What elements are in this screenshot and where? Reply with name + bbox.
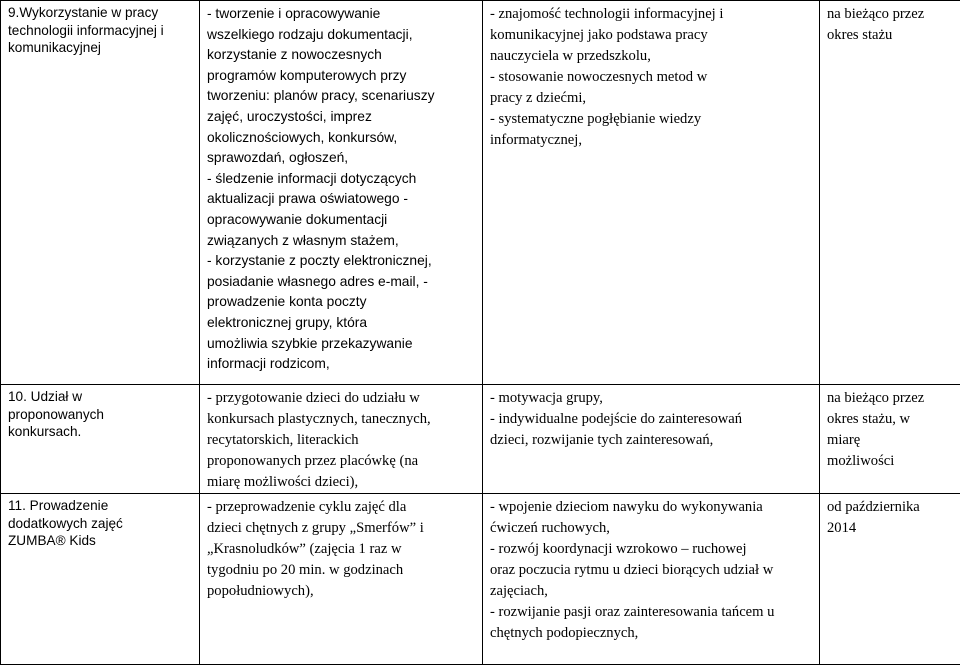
text-line: możliwości [827, 451, 954, 472]
text-line: recytatorskich, literackich [207, 430, 476, 451]
text-line: okres stażu [827, 25, 954, 46]
text-line: okolicznościowych, konkursów, [207, 128, 476, 149]
text-line: dzieci chętnych z grupy „Smerfów” i [207, 518, 476, 539]
deadline-cell [820, 494, 960, 665]
expected-effects-cell [483, 385, 820, 494]
text-line: miarę możliwości dzieci), [207, 472, 476, 493]
forms-of-realization-cell [200, 385, 483, 494]
forms-of-realization-cell [200, 494, 483, 665]
text-line: - przygotowanie dzieci do udziału w [207, 388, 476, 409]
table-row [1, 1, 960, 385]
text-line: - motywacja grupy, [490, 388, 813, 409]
text-line: popołudniowych), [207, 581, 476, 602]
text-line: aktualizacji prawa oświatowego - [207, 189, 476, 210]
text-line: konkursach plastycznych, tanecznych, [207, 409, 476, 430]
text-line: chętnych podopiecznych, [490, 623, 813, 644]
text-line: 9.Wykorzystanie w pracy [8, 4, 193, 22]
text-line: - rozwój koordynacji wzrokowo – ruchowej [490, 539, 813, 560]
text-line: pracy z dziećmi, [490, 88, 813, 109]
task-cell [1, 494, 200, 665]
text-line: nauczyciela w przedszkolu, [490, 46, 813, 67]
expected-effects-cell [483, 1, 820, 385]
task-cell [1, 1, 200, 385]
text-line: wszelkiego rodzaju dokumentacji, [207, 25, 476, 46]
text-line: informacji rodzicom, [207, 354, 476, 375]
text-line: - rozwijanie pasji oraz zainteresowania tańcem u [490, 602, 813, 623]
text-line: - śledzenie informacji dotyczących [207, 169, 476, 190]
text-line: elektronicznej grupy, która [207, 313, 476, 334]
text-line: dodatkowych zajęć [8, 515, 193, 533]
text-line: komunikacyjnej jako podstawa pracy [490, 25, 813, 46]
text-line: - korzystanie z poczty elektronicznej, [207, 251, 476, 272]
text-line: sprawozdań, ogłoszeń, [207, 148, 476, 169]
text-line: - indywidualne podejście do zainteresowań [490, 409, 813, 430]
text-line: korzystanie z nowoczesnych [207, 45, 476, 66]
text-line: związanych z własnym stażem, [207, 231, 476, 252]
text-line: ZUMBA® Kids [8, 532, 193, 550]
text-line: programów komputerowych przy [207, 66, 476, 87]
text-line: proponowanych przez placówkę (na [207, 451, 476, 472]
text-line: - znajomość technologii informacyjnej i [490, 4, 813, 25]
deadline-cell [820, 1, 960, 385]
text-line: prowadzenie konta poczty [207, 292, 476, 313]
text-line: umożliwia szybkie przekazywanie [207, 334, 476, 355]
text-line: zajęciach, [490, 581, 813, 602]
text-line: proponowanych [8, 406, 193, 424]
text-line: posiadanie własnego adres e-mail, - [207, 272, 476, 293]
forms-of-realization-cell [200, 1, 483, 385]
text-line: „Krasnoludków” (zajęcia 1 raz w [207, 539, 476, 560]
text-line: dzieci, rozwijanie tych zainteresowań, [490, 430, 813, 451]
text-line: 2014 [827, 518, 954, 539]
table-row [1, 385, 960, 494]
task-cell [1, 385, 200, 494]
text-line: technologii informacyjnej i [8, 22, 193, 40]
text-line: od października [827, 497, 954, 518]
text-line: informatycznej, [490, 130, 813, 151]
text-line: - przeprowadzenie cyklu zajęć dla [207, 497, 476, 518]
text-line: oraz poczucia rytmu u dzieci biorących udział w [490, 560, 813, 581]
text-line: - systematyczne pogłębianie wiedzy [490, 109, 813, 130]
text-line: na bieżąco przez [827, 4, 954, 25]
expected-effects-cell [483, 494, 820, 665]
text-line: ćwiczeń ruchowych, [490, 518, 813, 539]
text-line: konkursach. [8, 423, 193, 441]
text-line: opracowywanie dokumentacji [207, 210, 476, 231]
text-line: - tworzenie i opracowywanie [207, 4, 476, 25]
text-line: - stosowanie nowoczesnych metod w [490, 67, 813, 88]
text-line: okres stażu, w [827, 409, 954, 430]
text-line: komunikacyjnej [8, 39, 193, 57]
deadline-cell [820, 385, 960, 494]
text-line: miarę [827, 430, 954, 451]
text-line: 10. Udział w [8, 388, 193, 406]
text-line: 11. Prowadzenie [8, 497, 193, 515]
text-line: tygodniu po 20 min. w godzinach [207, 560, 476, 581]
table-row [1, 494, 960, 665]
text-line: tworzeniu: planów pracy, scenariuszy [207, 86, 476, 107]
text-line: - wpojenie dzieciom nawyku do wykonywania [490, 497, 813, 518]
text-line: na bieżąco przez [827, 388, 954, 409]
text-line: zajęć, uroczystości, imprez [207, 107, 476, 128]
